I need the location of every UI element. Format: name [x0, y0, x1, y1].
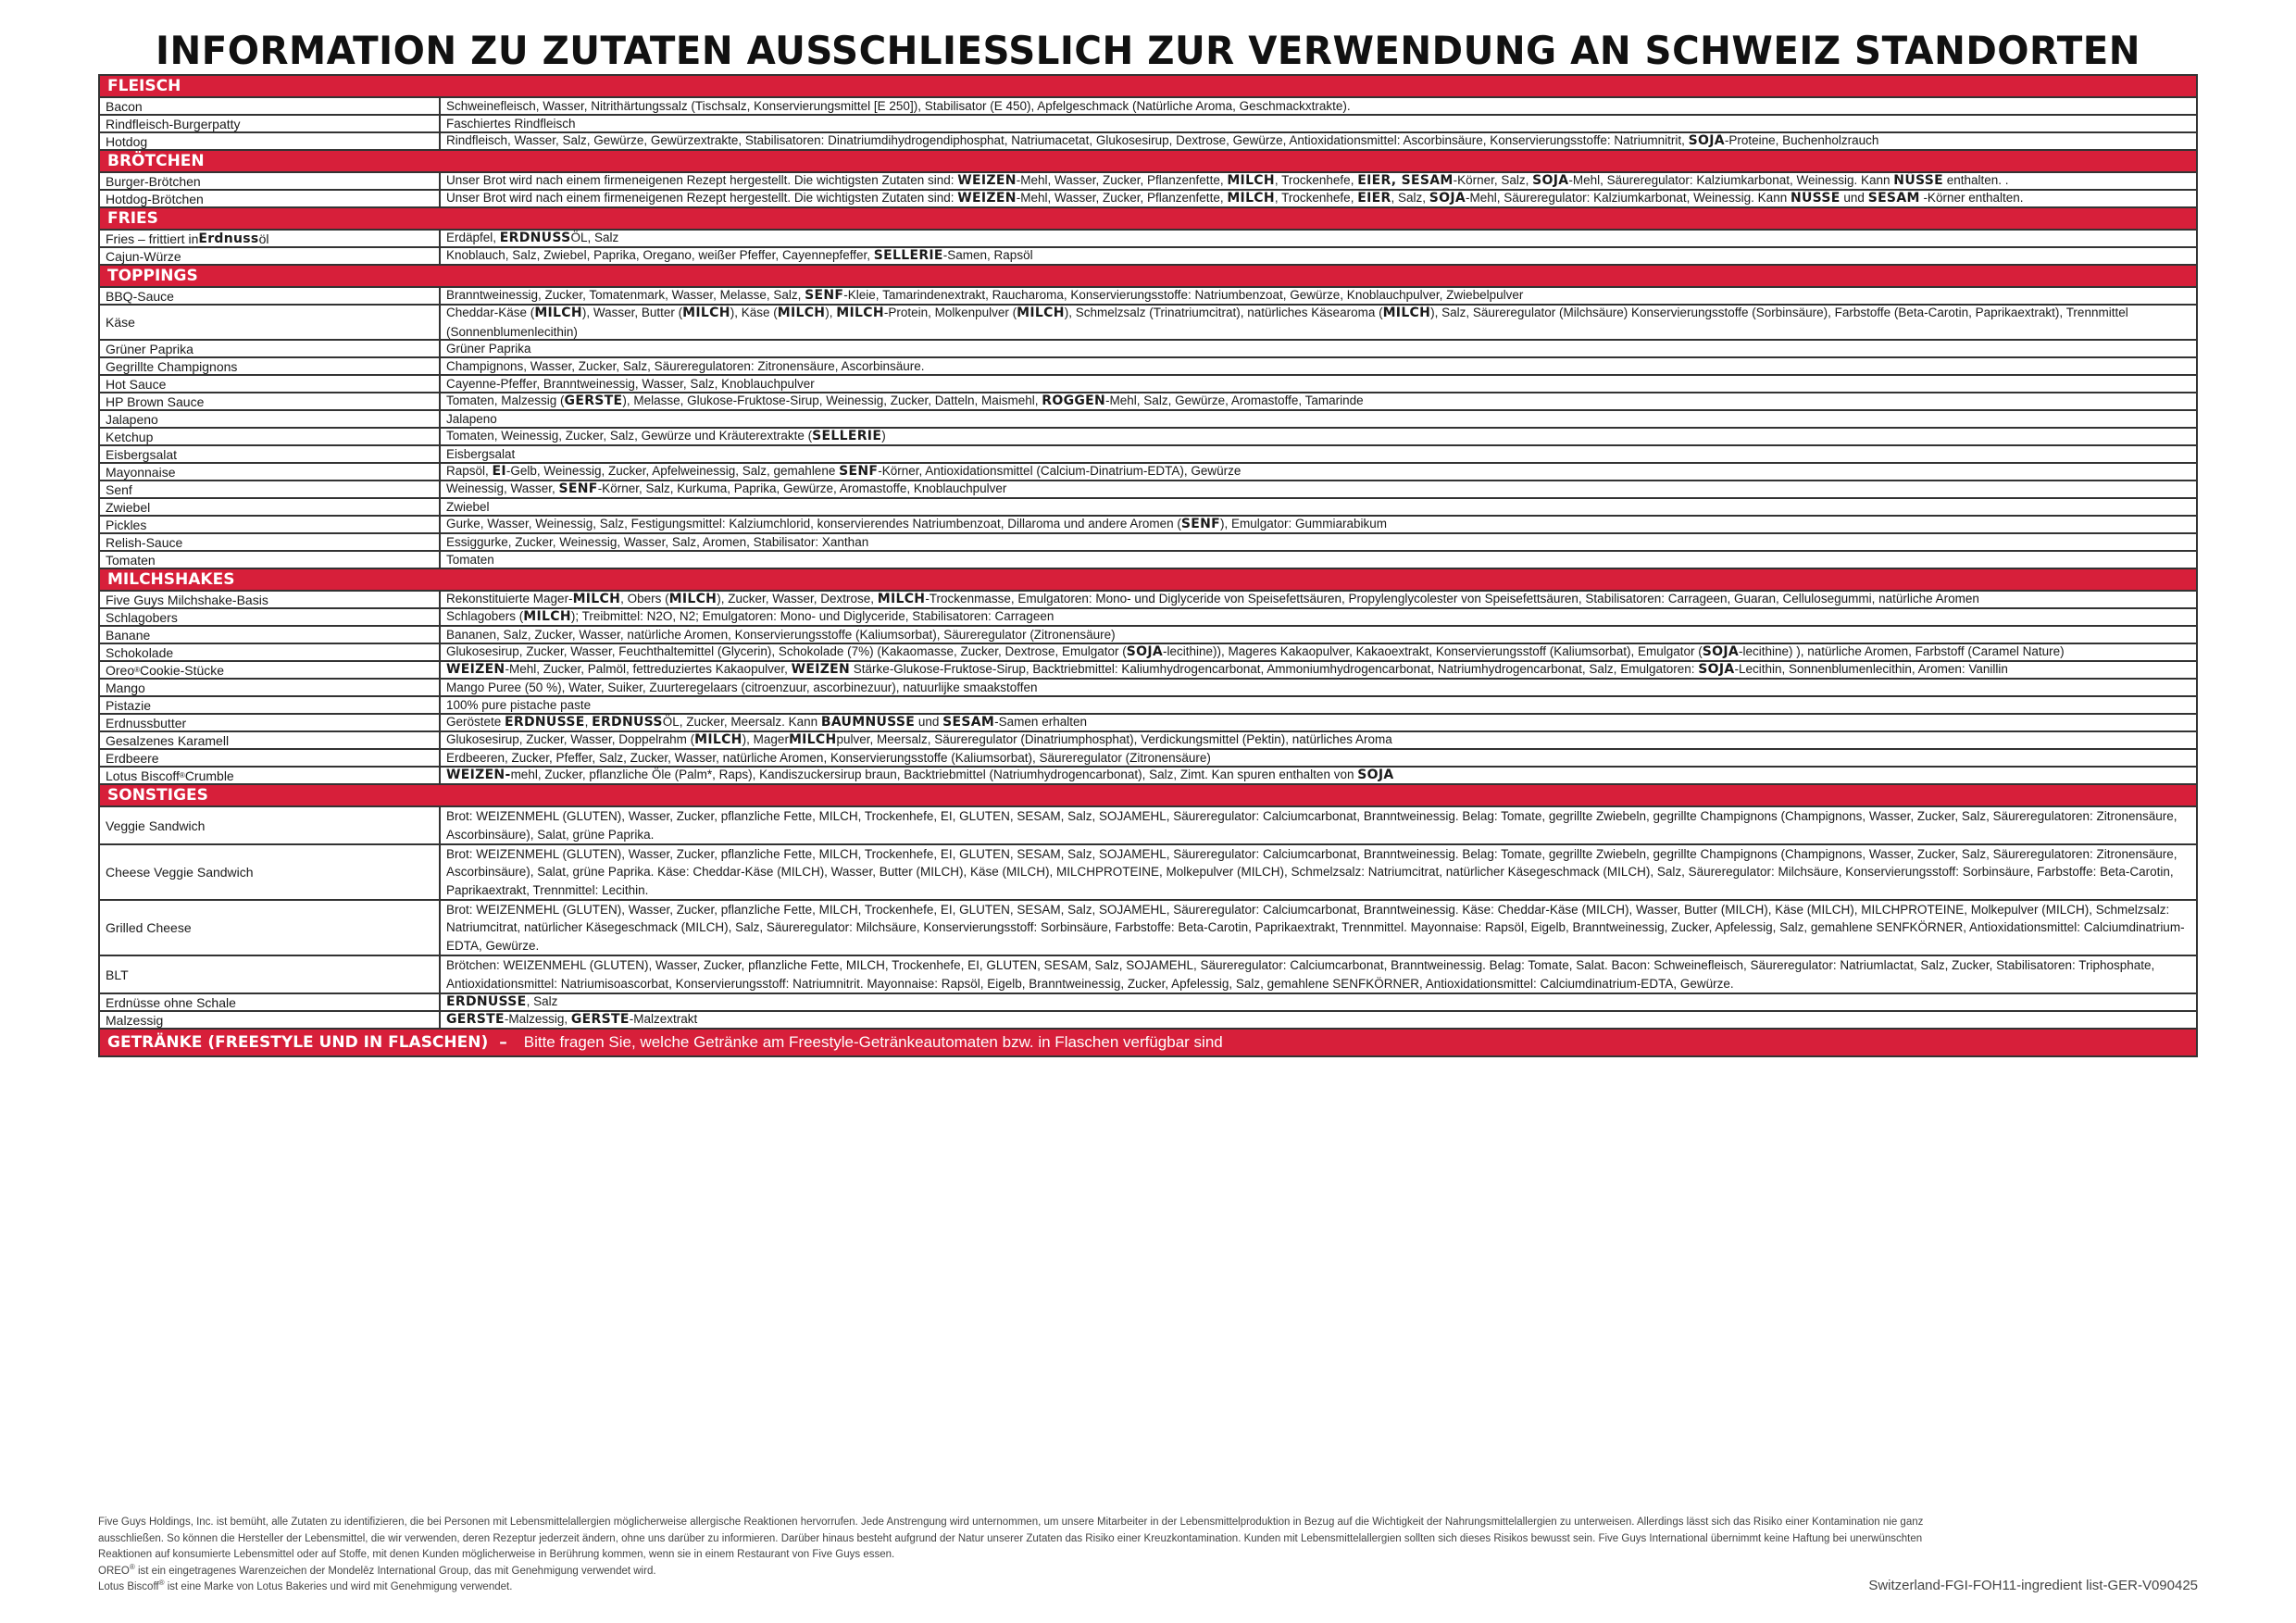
allergen-highlight: EIER: [1357, 191, 1391, 206]
item-ingredients: Brot: WEIZENMEHL (GLUTEN), Wasser, Zucker, pflanzliche Fette, MILCH, Trockenhefe, EI, GLUTEN, SESAM, Salz, SOJAMEHL, Säureregulator: Calciumcarbonat, Branntweinessig. Belag: Tomate, gegrillte Zwiebeln, gegrillte Champignons (Champignons, Wasser, Zucker, Salz, Säureregulatoren: Zitronensäure, Ascorbinsäure), Salat, grüne Paprika. Käse: Cheddar-Käse (MILCH), Wasser, Butter (MILCH), Käse (MILCH), MILCHPROTEINE, Molkepulver (MILCH), Schmelzsalz: Natriumcitrat, natürlicher Käsegeschmack (MILCH), Salz, Säureregulator: Milchsäure, Konservierungsstoff: Sorbinsäure, Farbstoffe: Beta-Carotin, Paprikaextrakt, Trennmittel: Lecithin.: [446, 846, 2177, 897]
item-ingredients: Faschiertes Rindfleisch: [446, 116, 576, 131]
allergen-highlight: MILCH: [572, 592, 621, 607]
allergen-highlight: EI: [492, 464, 506, 480]
table-row: [100, 956, 2196, 994]
item-name: Schlagobers: [100, 609, 441, 625]
item-name: Five Guys Milchshake-Basis: [100, 592, 441, 607]
footer-disclaimer: [98, 1515, 1931, 1596]
table-row: [100, 994, 2196, 1012]
allergen-highlight: MILCH: [682, 306, 730, 320]
allergen-highlight: WEIZEN: [446, 662, 505, 678]
item-ingredients: ERDNÜSSE, Salz: [446, 994, 558, 1010]
item-ingredients: Schlagobers (MILCH); Treibmittel: N2O, N2; Emulgatoren: Mono- und Diglyceride, Stabilisatoren: Carrageen: [446, 609, 1054, 625]
allergen-highlight: WEIZEN: [957, 191, 1017, 206]
item-name: Erdnussbutter: [100, 715, 441, 730]
item-ingredients: Bananen, Salz, Zucker, Wasser, natürliche Aromen, Konservierungsstoffe (Kaliumsorbat), Säureregulator (Zitronensäure): [446, 627, 1116, 642]
allergen-highlight: SENF: [839, 464, 879, 480]
allergen-highlight: WEIZEN: [957, 173, 1017, 189]
item-name: Mango: [100, 680, 441, 695]
item-ingredients: 100% pure pistache paste: [446, 697, 592, 712]
item-name: Käse: [100, 306, 441, 339]
table-row: [100, 715, 2196, 732]
table-row: [100, 517, 2196, 534]
table-row: [100, 750, 2196, 768]
item-ingredients: Erdbeeren, Zucker, Pfeffer, Salz, Zucker, Wasser, natürliche Aromen, Konservierungsstoffe (Kaliumsorbat), Säureregulator (Zitronensäure): [446, 750, 1211, 765]
document-reference: Switzerland-FGI-FOH11-ingredient list-GER-V090425: [1868, 1578, 2198, 1593]
allergen-highlight: NÜSSE: [1893, 173, 1943, 189]
allergen-highlight: Erdnuss: [198, 231, 259, 246]
item-name: Bacon: [100, 98, 441, 114]
allergen-highlight: SOJA: [1688, 133, 1725, 149]
allergen-highlight: MILCH: [668, 592, 718, 607]
allergen-highlight: MILCH: [534, 306, 582, 320]
item-name: Jalapeno: [100, 411, 441, 427]
table-row: [100, 376, 2196, 393]
allergen-highlight: MILCH: [1017, 306, 1065, 320]
table-row: [100, 393, 2196, 411]
table-row: [100, 644, 2196, 662]
table-row: [100, 592, 2196, 609]
item-name: Hot Sauce: [100, 376, 441, 392]
item-ingredients: Champignons, Wasser, Zucker, Salz, Säureregulatoren: Zitronensäure, Ascorbinsäure.: [446, 358, 925, 373]
allergen-highlight: ERDNUSS: [499, 231, 571, 246]
allergen-highlight: SOJA: [1532, 173, 1569, 189]
allergen-highlight: SOJA: [1702, 644, 1740, 660]
table-row: [100, 288, 2196, 306]
table-row: [100, 248, 2196, 266]
allergen-highlight: EIER, SESAM: [1357, 173, 1454, 189]
table-row: [100, 191, 2196, 208]
item-name: Schokolade: [100, 644, 441, 660]
allergen-highlight: MILCH: [523, 609, 571, 625]
allergen-highlight: SELLERIE: [873, 248, 943, 264]
table-row: [100, 901, 2196, 956]
item-ingredients: Geröstete ERDNÜSSE, ERDNUSSÖL, Zucker, Meersalz. Kann BAUMNÜSSE und SESAM-Samen erhalten: [446, 715, 1087, 730]
item-ingredients: Gurke, Wasser, Weinessig, Salz, Festigungsmittel: Kalziumchlorid, konservierendes Natriumbenzoat, Dillaroma und andere Aromen (SENF), Emulgator: Gummiarabikum: [446, 517, 1388, 532]
section-header-fries: FRIES: [100, 208, 2196, 231]
table-row: [100, 662, 2196, 680]
item-name: Grüner Paprika: [100, 341, 441, 356]
table-row: [100, 133, 2196, 151]
item-name: Erdnüsse ohne Schale: [100, 994, 441, 1010]
allergen-highlight: MILCH: [777, 306, 826, 320]
item-ingredients: Brot: WEIZENMEHL (GLUTEN), Wasser, Zucker, pflanzliche Fette, MILCH, Trockenhefe, EI, GLUTEN, SESAM, Salz, SOJAMEHL, Säureregulator: Calciumcarbonat, Branntweinessig. Käse: Cheddar-Käse (MILCH), Wasser, Butter (MILCH), Käse (MILCH), MILCHPROTEINE, Molkepulver (MILCH), Schmelzsalz: Natriumcitrat, natürlicher Käsegeschmack (MILCH), Salz, Säureregulator: Milchsäure, Konservierungsstoff: Sorbinsäure, Farbstoffe: Beta-Carotin, Paprikaextrakt, Trennmittel. Mayonnaise: Rapsöl, Eigelb, Branntweinessig, Zucker, Apfelessig, Salz, gemahlene SENFKÖRNER, Antioxidationsmittel: Calciumdinatrium-EDTA, Gewürze.: [446, 902, 2185, 953]
item-name: Oreo ® Cookie-Stücke: [100, 662, 441, 678]
item-ingredients: Glukosesirup, Zucker, Wasser, Doppelrahm (MILCH), MagerMILCHpulver, Meersalz, Säureregulator (Dinatriumphosphat), Verdickungsmittel (Pektin), natürliches Aroma: [446, 732, 1392, 748]
allergen-highlight: SOJA: [1357, 768, 1394, 783]
table-row: [100, 680, 2196, 697]
allergen-highlight: ERDNÜSSE: [446, 994, 527, 1010]
item-ingredients: GERSTE-Malzessig, GERSTE-Malzextrakt: [446, 1012, 698, 1028]
item-name: Relish-Sauce: [100, 534, 441, 550]
allergen-highlight: MILCH: [1227, 173, 1275, 189]
disclaimer-text: Five Guys Holdings, Inc. ist bemüht, alle Zutaten zu identifizieren, die bei Personen mit Lebensmittelallergien möglicherweise allergische Reaktionen hervorrufen. Jede Anstrengung wird unternommen, um unsere Mitarbeiter in der Lebensmittelproduktion in Bezug auf die Wichtigkeit der Nahrungsmittelallergien zu unterweisen. Allerdings lässt sich das Risiko einer Kontamination nie ganz ausschließen. So können die Hersteller der Lebensmittel, die wir verwenden, deren Rezeptur jederzeit ändern, ohne uns darüber zu informieren. Darüber hinaus besteht aufgrund der Natur unserer Zutaten das Risiko einer Kreuzkontamination. Kunden mit Lebensmittelallergien sollten sich dieses Risikos bewusst sein. Five Guys International übernimmt keine Haftung bei unerwünschten Reaktionen auf konsumierte Lebensmittel oder auf Stoffe, mit denen Kunden möglicherweise in Berührung kommen, wenn sie in einem Restaurant von Five Guys essen.: [98, 1517, 1924, 1560]
allergen-highlight: BAUMNÜSSE: [820, 715, 916, 730]
beverages-heading: GETRÄNKE (FREESTYLE UND IN FLASCHEN): [107, 1033, 489, 1052]
item-name: Cheese Veggie Sandwich: [100, 845, 441, 899]
item-name: Pistazie: [100, 697, 441, 713]
item-name: Veggie Sandwich: [100, 807, 441, 843]
item-ingredients: Knoblauch, Salz, Zwiebel, Paprika, Oregano, weißer Pfeffer, Cayennepfeffer, SELLERIE-Samen, Rapsöl: [446, 248, 1033, 264]
item-ingredients: Cayenne-Pfeffer, Branntweinessig, Wasser, Salz, Knoblauchpulver: [446, 376, 815, 391]
table-row: [100, 446, 2196, 464]
item-ingredients: Mango Puree (50 %), Water, Suiker, Zuurteregelaars (citroenzuur, ascorbinezuur), natuurlijke smaakstoffen: [446, 680, 1038, 694]
table-row: [100, 627, 2196, 644]
table-row: [100, 411, 2196, 429]
allergen-highlight: MILCH: [788, 732, 837, 748]
table-row: [100, 116, 2196, 133]
allergen-highlight: WEIZEN: [791, 662, 851, 678]
item-name: Eisbergsalat: [100, 446, 441, 462]
item-ingredients: Essiggurke, Zucker, Weinessig, Wasser, Salz, Aromen, Stabilisator: Xanthan: [446, 534, 869, 549]
item-ingredients: Jalapeno: [446, 411, 497, 426]
item-ingredients: Grüner Paprika: [446, 341, 531, 356]
table-row: [100, 464, 2196, 481]
item-name: Gesalzenes Karamell: [100, 732, 441, 748]
ingredient-table: [98, 74, 2198, 1057]
item-ingredients: Tomaten, Malzessig (GERSTE), Melasse, Glukose-Fruktose-Sirup, Weinessig, Zucker, Datteln, Maismehl, ROGGEN-Mehl, Salz, Gewürze, Aromastoffe, Tamarinde: [446, 393, 1364, 409]
item-ingredients: Brot: WEIZENMEHL (GLUTEN), Wasser, Zucker, pflanzliche Fette, MILCH, Trockenhefe, EI, GLUTEN, SESAM, Salz, SOJAMEHL, Säureregulator: Calciumcarbonat, Branntweinessig. Belag: Tomate, gegrillte Zwiebeln, gegrillte Champignons (Champignons, Wasser, Zucker, Salz, Säureregulatoren: Zitronensäure, Ascorbinsäure), Salat, grüne Paprika.: [446, 809, 2177, 842]
item-name: Mayonnaise: [100, 464, 441, 480]
table-row: [100, 732, 2196, 750]
item-ingredients: Brötchen: WEIZENMEHL (GLUTEN), Wasser, Zucker, pflanzliche Fette, MILCH, Trockenhefe, EI, GLUTEN, SESAM, Salz, SOJAMEHL, Säureregulator: Calciumcarbonat, Branntweinessig. Belag: Tomate, Salat. Bacon: Schweinefleisch, Säureregulator: Natriumlactat, Salz, Zucker, Stabilisatoren: Triphosphate, Antioxidationsmittel: Natriumisoascorbat, Konservierungsstoff: Natriumnitrit. Mayonnaise: Rapsöl, Eigelb, Branntweinessig, Zucker, Apfelessig, Salz, gemahlene SENFKÖRNER, Antioxidationsmittel: Calciumdinatrium-EDTA, Gewürze.: [446, 958, 2155, 991]
table-row: [100, 173, 2196, 191]
item-ingredients: Eisbergsalat: [446, 446, 516, 461]
item-ingredients: Schweinefleisch, Wasser, Nitrithärtungssalz (Tischsalz, Konservierungsmittel [E 250]), Stabilisator (E 450), Apfelgeschmack (Natürliche Aroma, Geschmackxtrakte).: [446, 98, 1351, 113]
table-row: [100, 341, 2196, 358]
section-header-fleisch: FLEISCH: [100, 76, 2196, 98]
item-name: Grilled Cheese: [100, 901, 441, 955]
item-name: Banane: [100, 627, 441, 643]
table-row: [100, 358, 2196, 376]
allergen-highlight: SESAM: [942, 715, 995, 730]
item-ingredients: Branntweinessig, Zucker, Tomatenmark, Wasser, Melasse, Salz, SENF-Kleie, Tamarindenextrakt, Raucharoma, Konservierungsstoffe: Natriumbenzoat, Gewürze, Knoblauchpulver, Zwiebelpulver: [446, 288, 1524, 304]
table-row: [100, 845, 2196, 901]
allergen-highlight: WEIZEN-: [446, 768, 511, 783]
allergen-highlight: ROGGEN: [1042, 393, 1106, 409]
beverages-note: Bitte fragen Sie, welche Getränke am Freestyle-Getränkeautomaten bzw. in Flaschen verfügbar sind: [523, 1033, 1223, 1051]
item-name: Rindfleisch-Burgerpatty: [100, 116, 441, 131]
table-row: [100, 534, 2196, 552]
allergen-highlight: GERSTE: [570, 1012, 630, 1028]
table-row: [100, 481, 2196, 499]
oreo-trademark-note: OREO® ist ein eingetragenes Warenzeichen der Mondelēz International Group, das mit Genehmigung verwendet wird.: [98, 1562, 656, 1577]
item-name: BBQ-Sauce: [100, 288, 441, 304]
item-ingredients: Unser Brot wird nach einem firmeneigenen Rezept hergestellt. Die wichtigsten Zutaten sind: WEIZEN-Mehl, Wasser, Zucker, Pflanzenfette, MILCH, Trockenhefe, EIER, SESAM-Körner, Salz, SOJA-Mehl, Säureregulator: Kalziumkarbonat, Weinessig. Kann NÜSSE enthalten. .: [446, 173, 2009, 189]
item-ingredients: Glukosesirup, Zucker, Wasser, Feuchthaltemittel (Glycerin), Schokolade (7%) (Kakaomasse, Zucker, Dextrose, Emulgator (SOJA-lecithine)), Mageres Kakaopulver, Kakaoextrakt, Konservierungsstoff (Kaliumsorbat), Emulgator (SOJA-lecithine) ), natürliche Aromen, Farbstoff (Caramel Nature): [446, 644, 2065, 660]
item-ingredients: Erdäpfel, ERDNUSSÖL, Salz: [446, 231, 619, 246]
item-ingredients: Weinessig, Wasser, SENF-Körner, Salz, Kurkuma, Paprika, Gewürze, Aromastoffe, Knoblauchpulver: [446, 481, 1007, 497]
item-name: Hotdog-Brötchen: [100, 191, 441, 206]
table-row: [100, 429, 2196, 446]
item-name: Hotdog: [100, 133, 441, 149]
page-title: INFORMATION ZU ZUTATEN AUSSCHLIESSLICH ZUR VERWENDUNG AN SCHWEIZ STANDORTEN: [155, 28, 2141, 73]
allergen-highlight: NÜSSE: [1790, 191, 1841, 206]
item-ingredients: WEIZEN-Mehl, Zucker, Palmöl, fettreduziertes Kakaopulver, WEIZEN Stärke-Glukose-Fruktose-Sirup, Backtriebmittel: Kaliumhydrogencarbonat, Ammoniumhydrogencarbonat, Natriumhydrogencarbonat, Salz, Emulgatoren: SOJA-Lecithin, Sonnenblumenlecithin, Aromen: Vanillin: [446, 662, 2008, 678]
allergen-highlight: MILCH: [877, 592, 926, 607]
allergen-highlight: MILCH: [1227, 191, 1275, 206]
item-ingredients: Tomaten, Weinessig, Zucker, Salz, Gewürze und Kräuterextrakte (SELLERIE): [446, 429, 886, 444]
allergen-highlight: ERDNUSS: [592, 715, 663, 730]
beverages-separator: –: [499, 1033, 507, 1052]
item-name: Erdbeere: [100, 750, 441, 766]
table-row: [100, 231, 2196, 248]
table-row: [100, 697, 2196, 715]
item-name: BLT: [100, 956, 441, 993]
item-name: Senf: [100, 481, 441, 497]
item-name: Tomaten: [100, 552, 441, 568]
item-name: Gegrillte Champignons: [100, 358, 441, 374]
allergen-highlight: SENF: [1180, 517, 1220, 532]
allergen-highlight: MILCH: [1382, 306, 1431, 320]
table-row: [100, 609, 2196, 627]
table-row: [100, 1012, 2196, 1030]
item-name: Zwiebel: [100, 499, 441, 515]
item-ingredients: Tomaten: [446, 552, 494, 567]
allergen-highlight: SOJA: [1126, 644, 1164, 660]
item-ingredients: WEIZEN-mehl, Zucker, pflanzliche Öle (Palm*, Raps), Kandiszuckersirup braun, Backtriebmittel (Natriumhydrogencarbonat), Salz, Zimt. Kan spuren enthalten von SOJA: [446, 768, 1394, 783]
section-header-milchshakes: MILCHSHAKES: [100, 569, 2196, 592]
item-name: Malzessig: [100, 1012, 441, 1028]
item-name: Lotus Biscoff ® Crumble: [100, 768, 441, 783]
section-header-sonstiges: SONSTIGES: [100, 785, 2196, 807]
table-row: [100, 807, 2196, 845]
allergen-highlight: SOJA: [1429, 191, 1466, 206]
item-ingredients: Rapsöl, EI-Gelb, Weinessig, Zucker, Apfelweinessig, Salz, gemahlene SENF-Körner, Antioxidationsmittel (Calcium-Dinatrium-EDTA), Gewürze: [446, 464, 1242, 480]
allergen-highlight: GERSTE: [446, 1012, 505, 1028]
item-name: Pickles: [100, 517, 441, 532]
item-ingredients: Zwiebel: [446, 499, 490, 514]
table-row: [100, 552, 2196, 569]
table-row: [100, 98, 2196, 116]
allergen-highlight: GERSTE: [564, 393, 623, 409]
allergen-highlight: SENF: [805, 288, 844, 304]
item-name: Ketchup: [100, 429, 441, 444]
item-name: HP Brown Sauce: [100, 393, 441, 409]
section-header-toppings: TOPPINGS: [100, 266, 2196, 288]
table-row: [100, 768, 2196, 785]
beverages-bar: [100, 1030, 2196, 1055]
allergen-highlight: SENF: [558, 481, 598, 497]
lotus-trademark-note: Lotus Biscoff® ist eine Marke von Lotus Bakeries und wird mit Genehmigung verwendet.: [98, 1579, 513, 1592]
allergen-highlight: SOJA: [1698, 662, 1735, 678]
allergen-highlight: SESAM: [1867, 191, 1920, 206]
section-header-brötchen: BRÖTCHEN: [100, 151, 2196, 173]
allergen-highlight: MILCH: [836, 306, 884, 320]
allergen-highlight: MILCH: [694, 732, 742, 748]
table-row: [100, 306, 2196, 341]
item-ingredients: Rekonstituierte Mager-MILCH, Obers (MILCH), Zucker, Wasser, Dextrose, MILCH-Trockenmasse, Emulgatoren: Mono- und Diglyceride von Speisefettsäuren, Propylenglycolester von Speisefettsäuren, Stabilisatoren: Carrageen, Guaran, Cellulosegummi, natürliche Aromen: [446, 592, 1979, 607]
table-row: [100, 499, 2196, 517]
item-ingredients: Cheddar-Käse (MILCH), Wasser, Butter (MILCH), Käse (MILCH), MILCH-Protein, Molkenpulver (MILCH), Schmelzsalz (Trinatriumcitrat), natürliches Käsearoma (MILCH), Salz, Säureregulator (Milchsäure) Konservierungsstoffe (Sorbinsäure), Farbstoffe (Beta-Carotin, Paprikaextrakt), Trennmittel (Sonnenblumenlecithin): [446, 306, 2128, 339]
item-ingredients: Rindfleisch, Wasser, Salz, Gewürze, Gewürzextrakte, Stabilisatoren: Dinatriumdihydrogendiphosphat, Natriumacetat, Glukosesirup, Dextrose, Gewürze, Antioxidationsmittel: Ascorbinsäure, Konservierungsstoffe: Natriumnitrit, SOJA-Proteine, Buchenholzrauch: [446, 133, 1879, 149]
allergen-highlight: ERDNÜSSE: [505, 715, 585, 730]
item-name: Cajun-Würze: [100, 248, 441, 264]
item-name: Burger-Brötchen: [100, 173, 441, 189]
item-ingredients: Unser Brot wird nach einem firmeneigenen Rezept hergestellt. Die wichtigsten Zutaten sind: WEIZEN-Mehl, Wasser, Zucker, Pflanzenfette, MILCH, Trockenhefe, EIER, Salz, SOJA-Mehl, Säureregulator: Kalziumkarbonat, Weinessig. Kann NÜSSE und SESAM -Körner enthalten.: [446, 191, 2024, 206]
item-name: Fries – frittiert in Erdnuss öl: [100, 231, 441, 246]
allergen-highlight: SELLERIE: [812, 429, 882, 444]
